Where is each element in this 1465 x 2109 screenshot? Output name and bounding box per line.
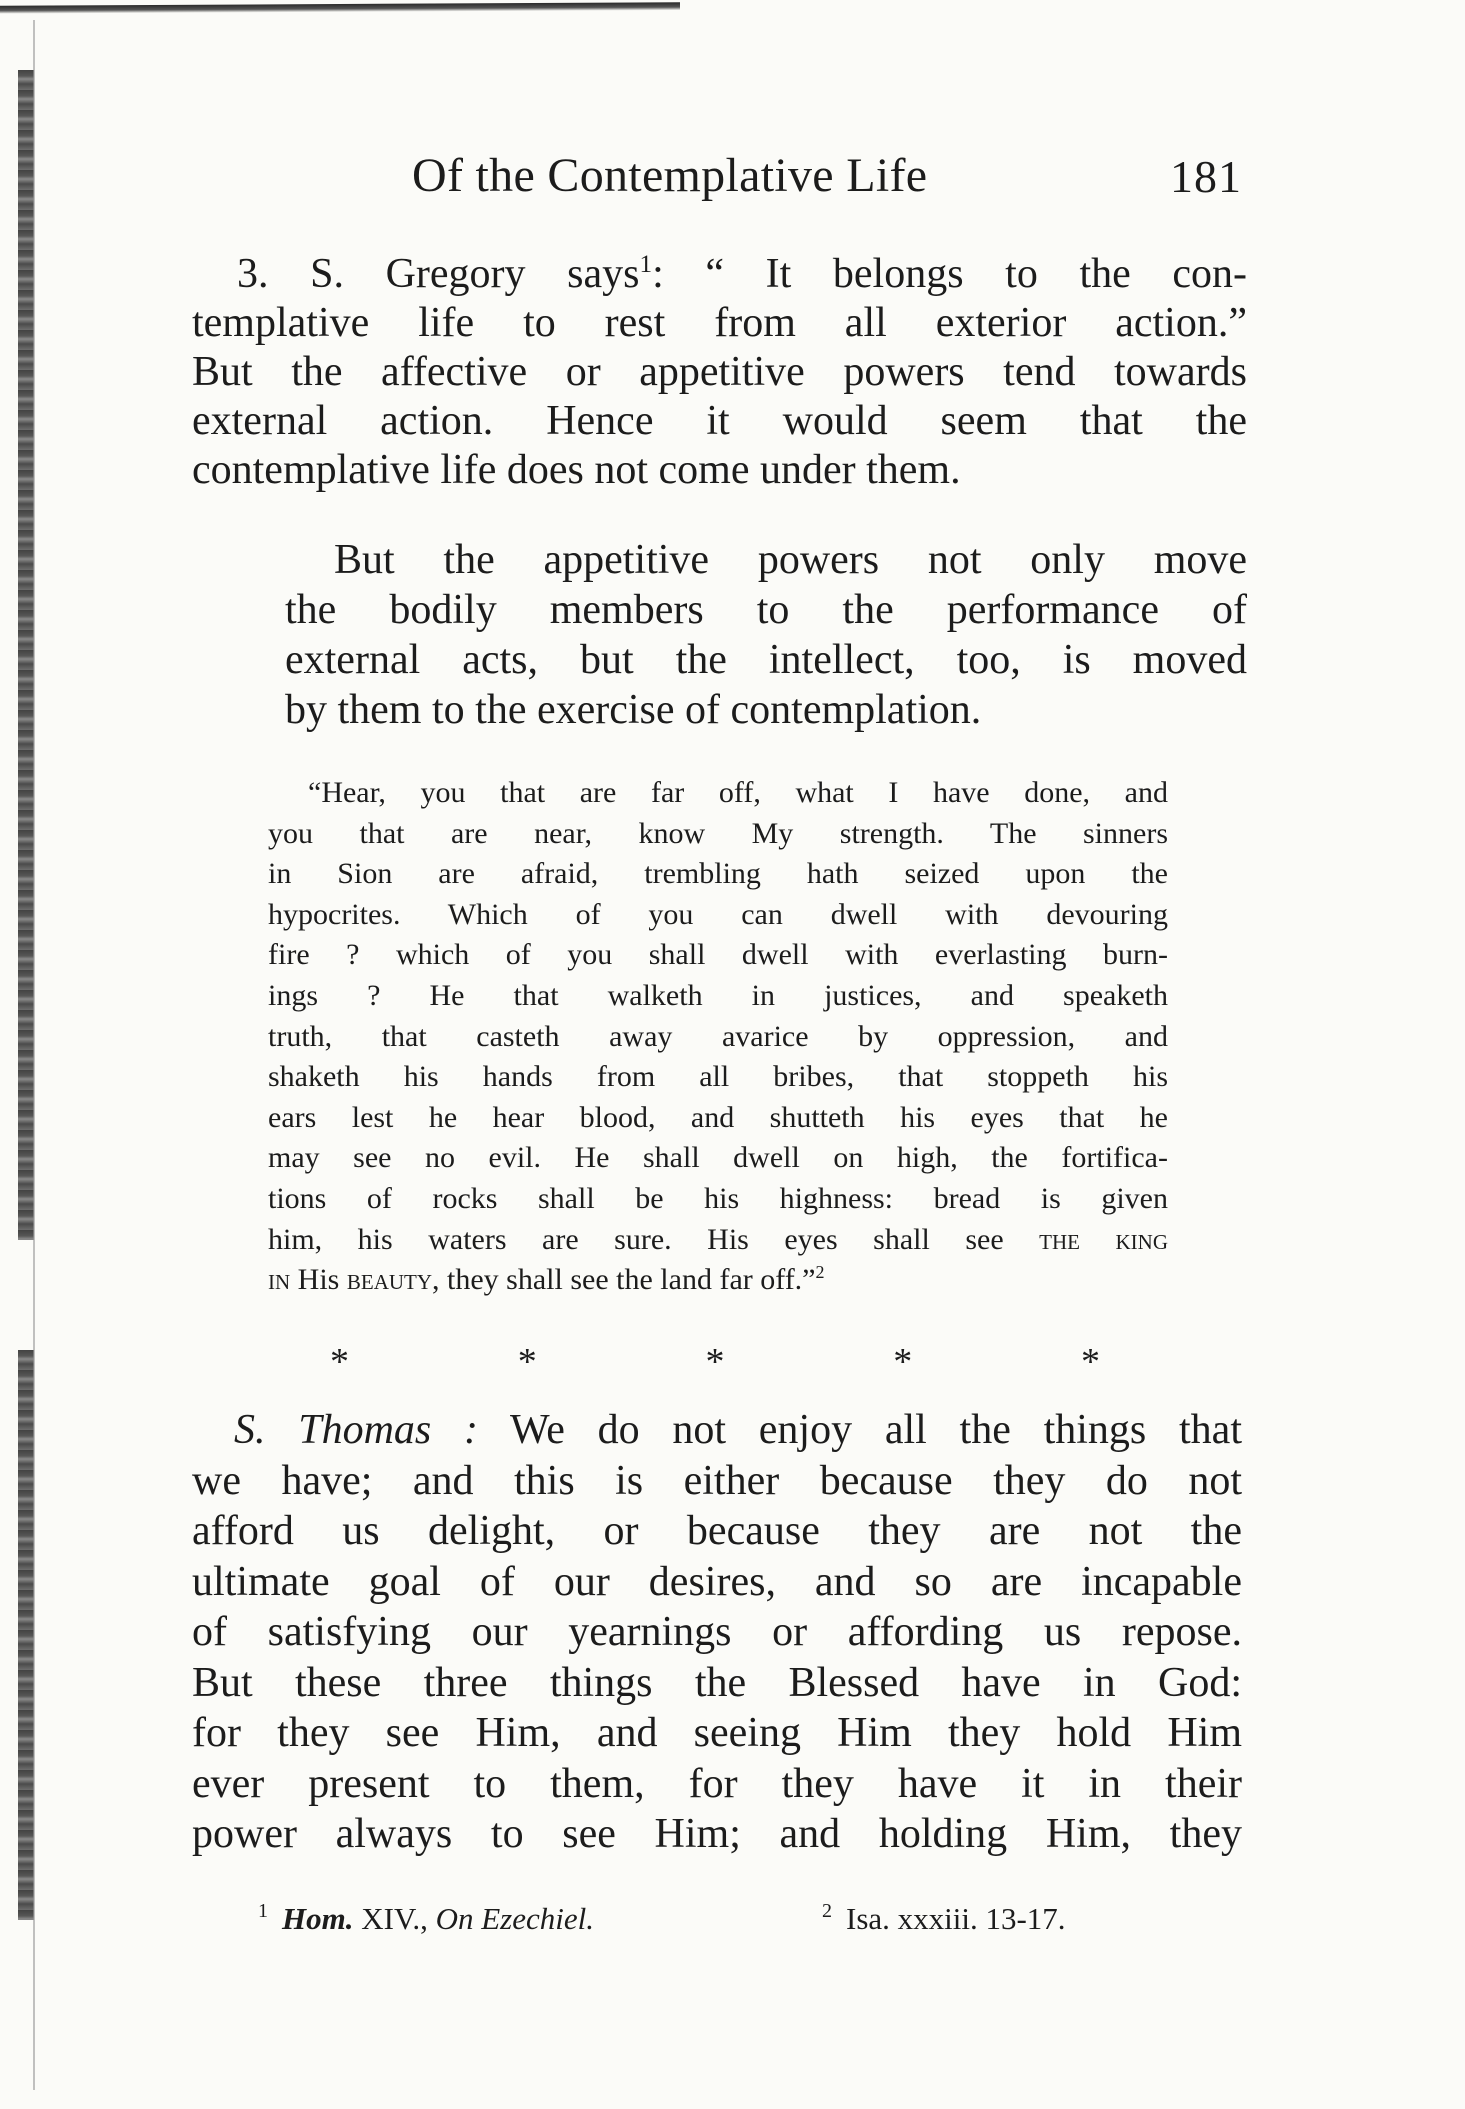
small-caps-text: beauty (346, 1263, 433, 1297)
text-line: But the appetitive powers not only move (334, 537, 1247, 583)
text-line: hypocrites. Which of you can dwell with devouring (268, 897, 1168, 931)
running-title: Of the Contemplative Life (412, 149, 928, 202)
asterisk: * (893, 1341, 913, 1383)
text-line: But these three things the Blessed have in God: (192, 1659, 1242, 1706)
text-line: ings ? He that walketh in justices, and speaketh (268, 978, 1168, 1012)
scripture-quotation (268, 773, 1168, 1301)
text-span: His (290, 1263, 347, 1297)
asterisk: * (1081, 1341, 1100, 1383)
objection-paragraph (192, 250, 1247, 495)
footnote-mark: 2 (822, 1900, 832, 1922)
page-header (0, 148, 1465, 218)
text-span: We do not enjoy all the things that (478, 1407, 1242, 1453)
scan-gutter-line (33, 20, 35, 2090)
text-line: ultimate goal of our desires, and so are incapable (192, 1558, 1242, 1605)
text-span: : “ It belongs to the con- (652, 251, 1247, 297)
text-line: external acts, but the intellect, too, is moved (285, 637, 1247, 683)
footnote-ref-2: 2 (815, 1262, 825, 1283)
text-line: truth, that casteth away avarice by oppression, and (268, 1019, 1168, 1053)
asterisk: * (705, 1341, 725, 1383)
footnote-1 (258, 1900, 594, 1937)
text-line: “Hear, you that are far off, what I have done, and (308, 776, 1168, 809)
footnote-abbrev: Hom. (282, 1901, 354, 1936)
page-number: 181 (1170, 151, 1242, 202)
footnotes (0, 1900, 1465, 1950)
scan-top-edge (0, 2, 680, 14)
scan-binding-shadow (18, 70, 34, 1920)
text-line: But the affective or appetitive powers tend towards (192, 349, 1247, 395)
text-line: in Sion are afraid, trembling hath seized upon the (268, 857, 1168, 891)
footnote-work: On Ezechiel. (435, 1901, 594, 1936)
text-line: the bodily members to the performance of (285, 587, 1247, 633)
text-line (192, 250, 1247, 299)
section-break-asterisms (330, 1340, 1100, 1383)
text-line: contemplative life does not come under them. (192, 447, 961, 493)
text-line: we have; and this is either because they do not (192, 1457, 1242, 1504)
text-span: , they shall see the land far off.” (432, 1263, 816, 1297)
text-line (268, 1220, 1168, 1261)
text-line: you that are near, know My strength. The sinners (268, 816, 1168, 850)
text-line: fire ? which of you shall dwell with everlasting burn- (268, 938, 1168, 972)
text-line: ever present to them, for they have it in their (192, 1760, 1242, 1807)
footnote-text: XIV., (353, 1901, 436, 1936)
text-line (192, 1405, 1242, 1456)
footnote-ref-1: 1 (639, 250, 653, 278)
text-line: by them to the exercise of contemplation. (285, 687, 982, 733)
footnote-text: Isa. xxxiii. 13-17. (846, 1901, 1066, 1936)
speaker-name: S. Thomas : (234, 1407, 478, 1453)
text-line: tions of rocks shall be his highness: bread is given (268, 1181, 1168, 1215)
text-line: templative life to rest from all exterior action.” (192, 300, 1247, 346)
text-line: may see no evil. He shall dwell on high, the fortifica- (268, 1141, 1168, 1175)
text-line: for they see Him, and seeing Him they hold Him (192, 1710, 1242, 1756)
thomas-paragraph (192, 1405, 1242, 1860)
text-line: ears lest he hear blood, and shutteth his eyes that he (268, 1100, 1168, 1134)
text-line: external action. Hence it would seem that the (192, 398, 1247, 444)
asterisk: * (517, 1341, 537, 1383)
footnote-mark: 1 (258, 1900, 268, 1922)
small-caps-text: the king (1039, 1222, 1168, 1256)
text-span: 3. S. Gregory says (237, 251, 640, 297)
text-line: afford us delight, or because they are not the (192, 1508, 1242, 1554)
text-span: him, his waters are sure. His eyes shall see (268, 1222, 1040, 1256)
text-line: power always to see Him; and holding Him, they (192, 1811, 1242, 1857)
text-line: shaketh his hands from all bribes, that stoppeth his (268, 1060, 1168, 1094)
asterisk: * (330, 1341, 349, 1383)
text-line: of satisfying our yearnings or affording us repose. (192, 1609, 1242, 1655)
footnote-2 (822, 1900, 1066, 1937)
scan-binding-gap (14, 1240, 40, 1350)
reply-paragraph (285, 535, 1247, 735)
text-line (268, 1260, 1168, 1301)
small-caps-text: in (268, 1263, 291, 1297)
